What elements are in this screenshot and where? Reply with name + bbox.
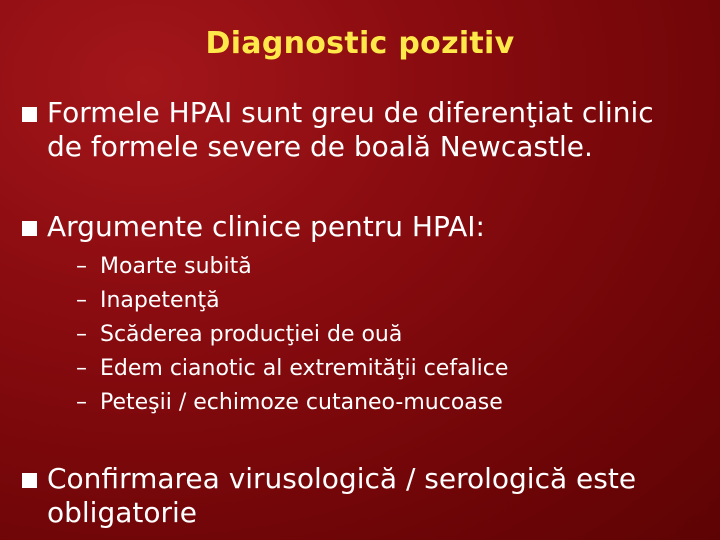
- bullet-text: [47, 462, 636, 530]
- dash-marker: –: [76, 356, 87, 381]
- subbullet-text: Peteşii / echimoze cutaneo-mucoase: [100, 390, 503, 415]
- square-bullet-icon: [22, 473, 37, 488]
- dash-marker: –: [76, 254, 87, 279]
- dash-marker: –: [76, 288, 87, 313]
- subbullet-text: Moarte subită: [100, 254, 252, 279]
- subbullet-item: [76, 352, 508, 386]
- bullet-text: [47, 96, 654, 164]
- dash-marker: –: [76, 322, 87, 347]
- bullet-text-line: Formele HPAI sunt greu de diferenţiat clinic: [47, 96, 654, 129]
- bullet-text-line: obligatorie: [47, 496, 198, 529]
- bullet-item-2: [22, 210, 485, 244]
- bullet-text-line: Confirmarea virusologică / serologică este: [47, 462, 637, 495]
- subbullet-item: [76, 386, 503, 420]
- subbullet-text: Scăderea producţiei de ouă: [100, 322, 403, 347]
- subbullet-item: [76, 250, 252, 284]
- bullet-item-3: [22, 462, 636, 530]
- bullet-text-line: Argumente clinice pentru HPAI:: [47, 210, 485, 243]
- dash-marker: –: [76, 390, 87, 415]
- bullet-item-1: [22, 96, 654, 164]
- subbullet-text: Inapetenţă: [100, 288, 220, 313]
- subbullet-item: [76, 318, 402, 352]
- subbullet-item: [76, 284, 220, 318]
- bullet-text: [47, 210, 485, 244]
- slide-title: Diagnostic pozitiv: [205, 26, 515, 61]
- square-bullet-icon: [22, 107, 37, 122]
- bullet-text-line: de formele severe de boală Newcastle.: [47, 130, 593, 163]
- subbullet-text: Edem cianotic al extremităţii cefalice: [100, 356, 509, 381]
- square-bullet-icon: [22, 221, 37, 236]
